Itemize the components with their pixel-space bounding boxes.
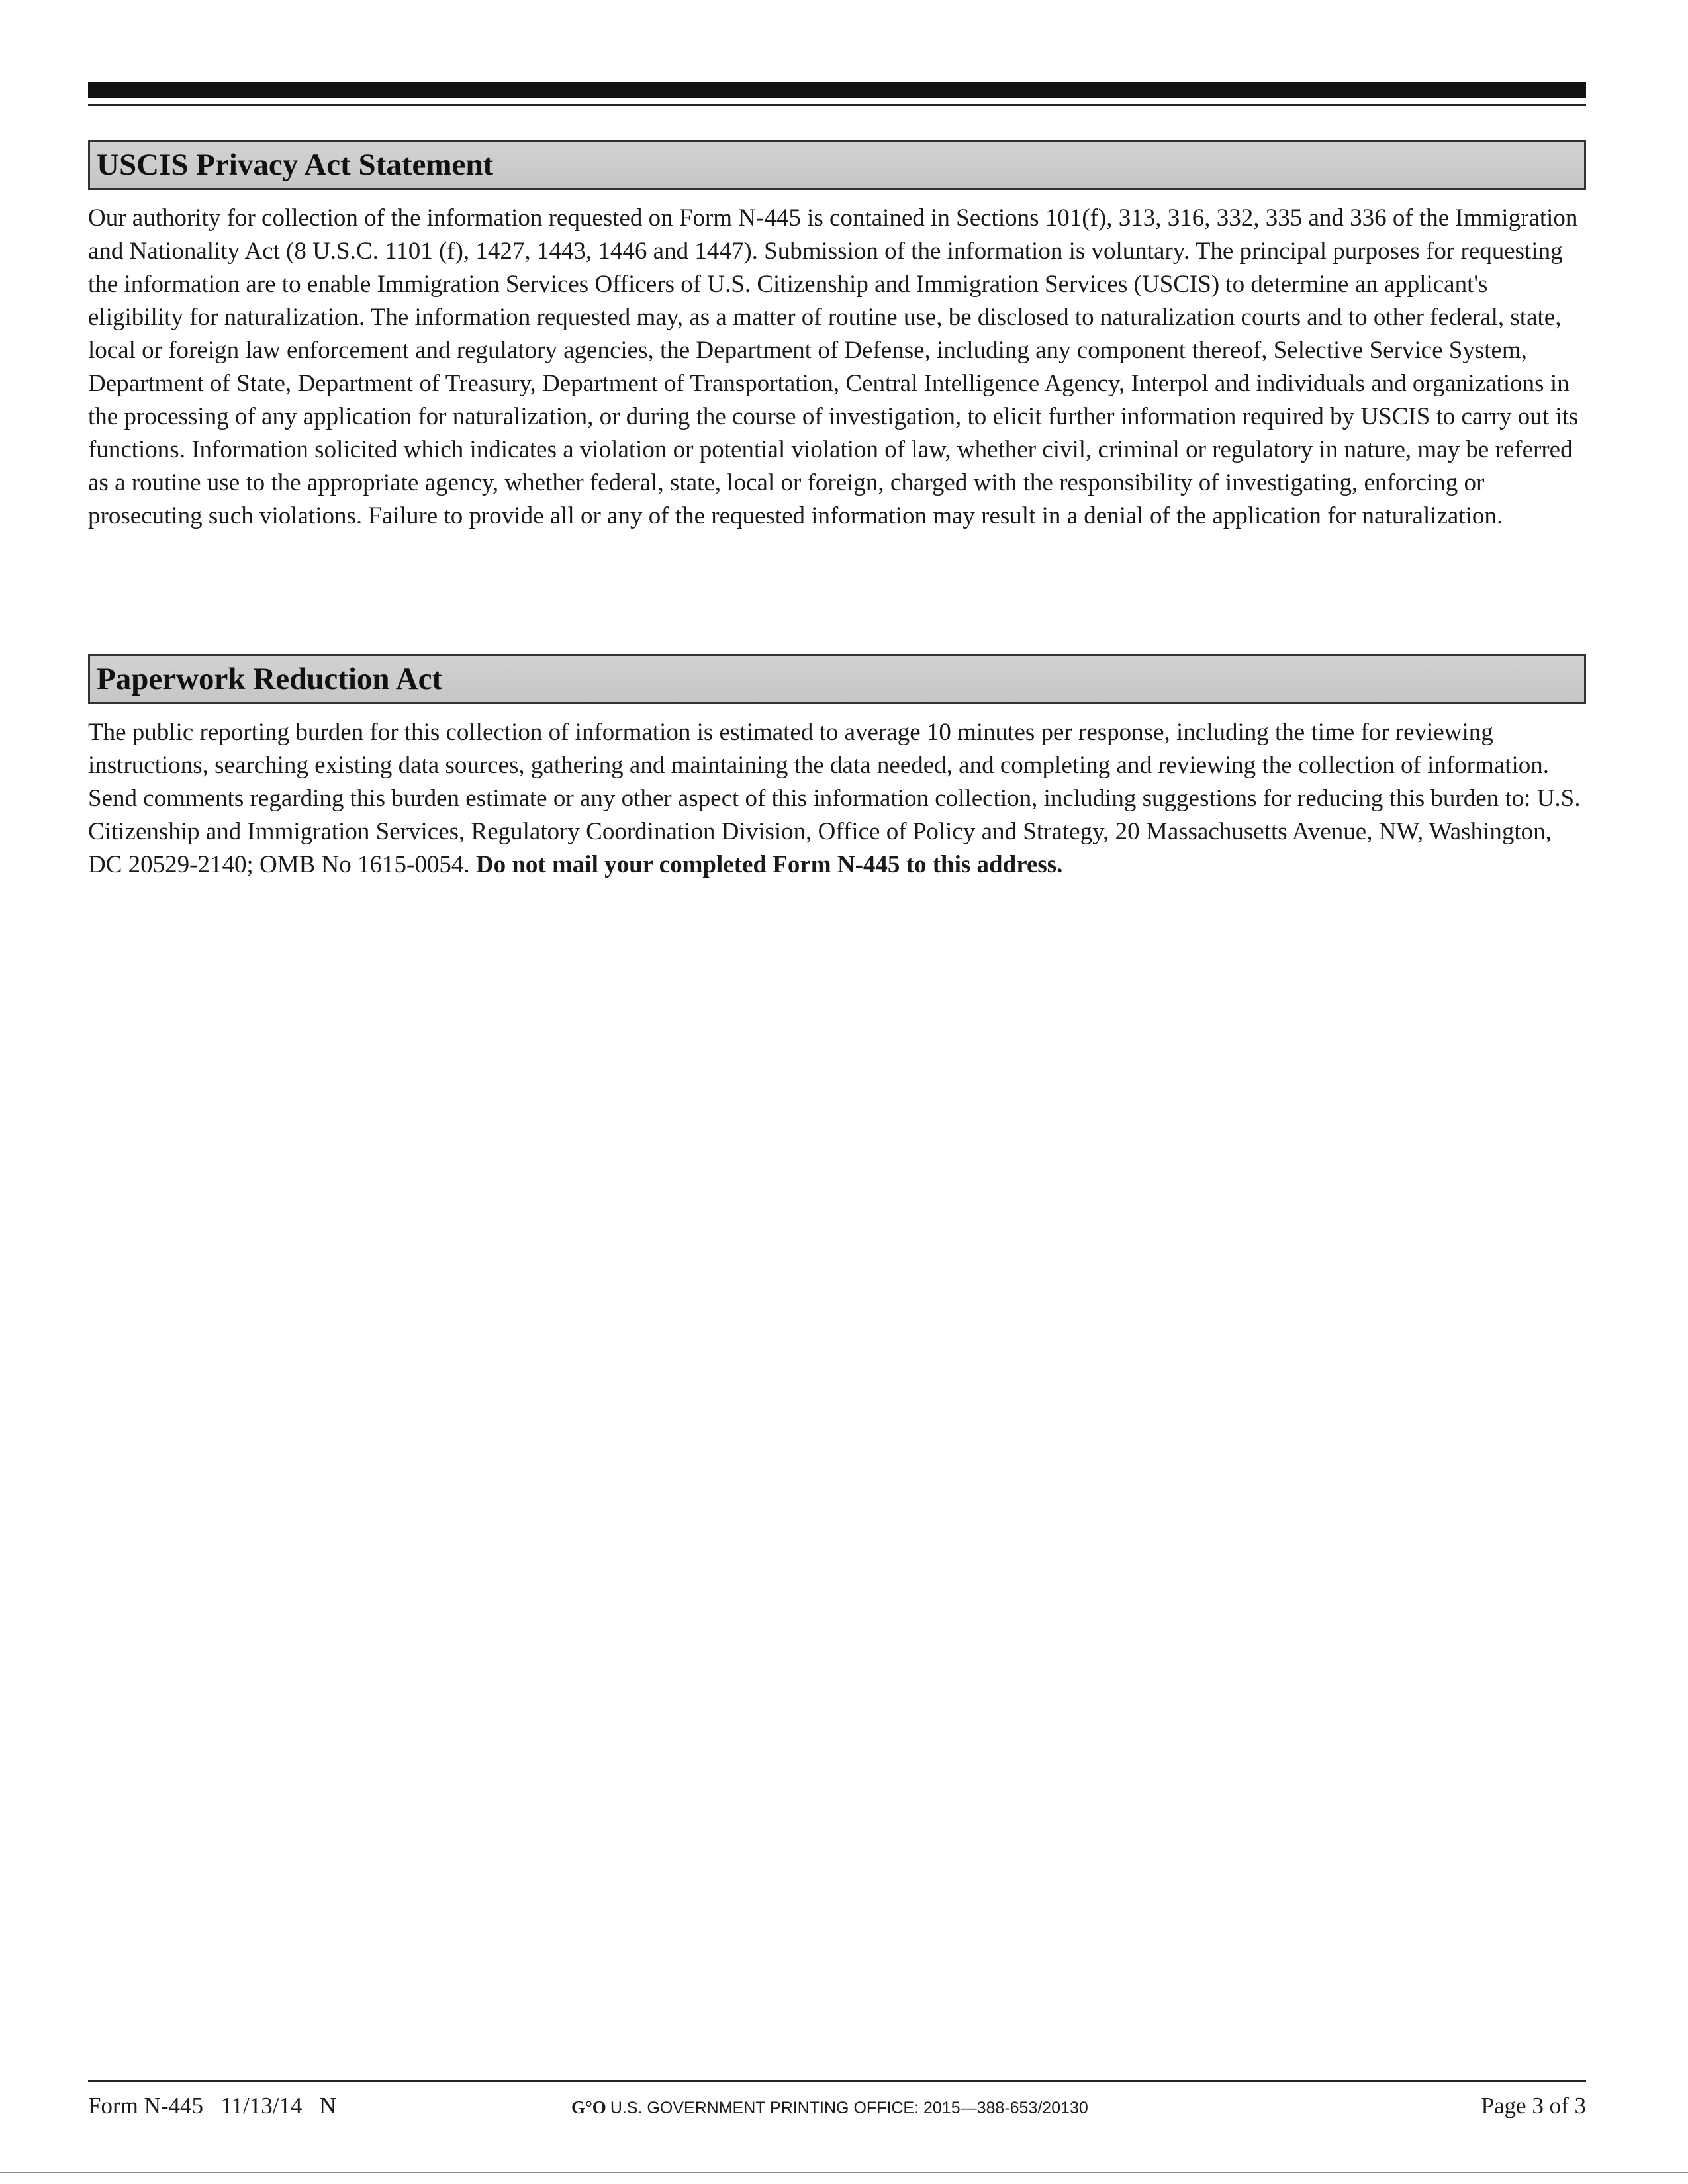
scan-edge-rule bbox=[0, 2172, 1688, 2173]
page-footer bbox=[88, 2091, 1586, 2120]
footer-rule bbox=[88, 2080, 1586, 2082]
paperwork-reduction-text: The public reporting burden for this collection of information is estimated to average 10 minutes per response, including the time for reviewing instructions, searching existing data sources, gathering and maintaining the data needed, and completing and reviewing the collection of information. Send comments regarding this burden estimate or any other aspect of this information collection, including suggestions for reducing this burden to: U.S. Citizenship and Immigration Services, Regulatory Coordination Division, Office of Policy and Strategy, 20 Massachusetts Avenue, NW, Washington, DC 20529-2140; OMB No 1615-0054. bbox=[88, 719, 1581, 878]
paperwork-reduction-section bbox=[88, 654, 1586, 882]
privacy-act-body bbox=[88, 202, 1586, 533]
printing-office-text: U.S. GOVERNMENT PRINTING OFFICE: 2015—388-653/20130 bbox=[610, 2099, 1088, 2117]
paperwork-reduction-body bbox=[88, 716, 1586, 882]
paperwork-reduction-header bbox=[88, 654, 1586, 704]
header-rule bbox=[88, 104, 1586, 106]
privacy-act-title: USCIS Privacy Act Statement bbox=[97, 147, 494, 182]
printing-office-line bbox=[571, 2094, 1088, 2121]
do-not-mail-notice: Do not mail your completed Form N-445 to this address. bbox=[475, 851, 1063, 878]
paperwork-reduction-title: Paperwork Reduction Act bbox=[97, 661, 443, 696]
form-identifier: Form N-445 11/13/14 N bbox=[88, 2093, 336, 2118]
header-black-bar bbox=[88, 82, 1586, 98]
privacy-act-paragraph: Our authority for collection of the information requested on Form N-445 is contained in Sections 101(f), 313, 316, 332, 335 and 336 of the Immigration and Nationality Act (8 U.S.C. 1101 (f), 1427, 1443, 1446 and 1447). Submission of the information is voluntary. The principal purposes for requesting the information are to enable Immigration Services Officers of U.S. Citizenship and Immigration Services (USCIS) to determine an applicant's eligibility for naturalization. The information requested may, as a matter of routine use, be disclosed to naturalization courts and to other federal, state, local or foreign law enforcement and regulatory agencies, the Department of Defense, including any component thereof, Selective Service System, Department of State, Department of Treasury, Department of Transportation, Central Intelligence Agency, Interpol and individuals and organizations in the processing of any application for naturalization, or during the course of investigation, to elicit further information required by USCIS to carry out its functions. Information solicited which indicates a violation or potential violation of law, whether civil, criminal or regulatory in nature, may be referred as a routine use to the appropriate agency, whether federal, state, local or foreign, charged with the responsibility of investigating, enforcing or prosecuting such violations. Failure to provide all or any of the requested information may result in a denial of the application for naturalization. bbox=[88, 205, 1579, 529]
page-number: Page 3 of 3 bbox=[1481, 2093, 1586, 2118]
paperwork-reduction-paragraph bbox=[88, 716, 1586, 882]
privacy-act-header bbox=[88, 140, 1586, 190]
privacy-act-section bbox=[88, 140, 1586, 533]
gpo-logo-icon: G°O bbox=[571, 2097, 606, 2117]
